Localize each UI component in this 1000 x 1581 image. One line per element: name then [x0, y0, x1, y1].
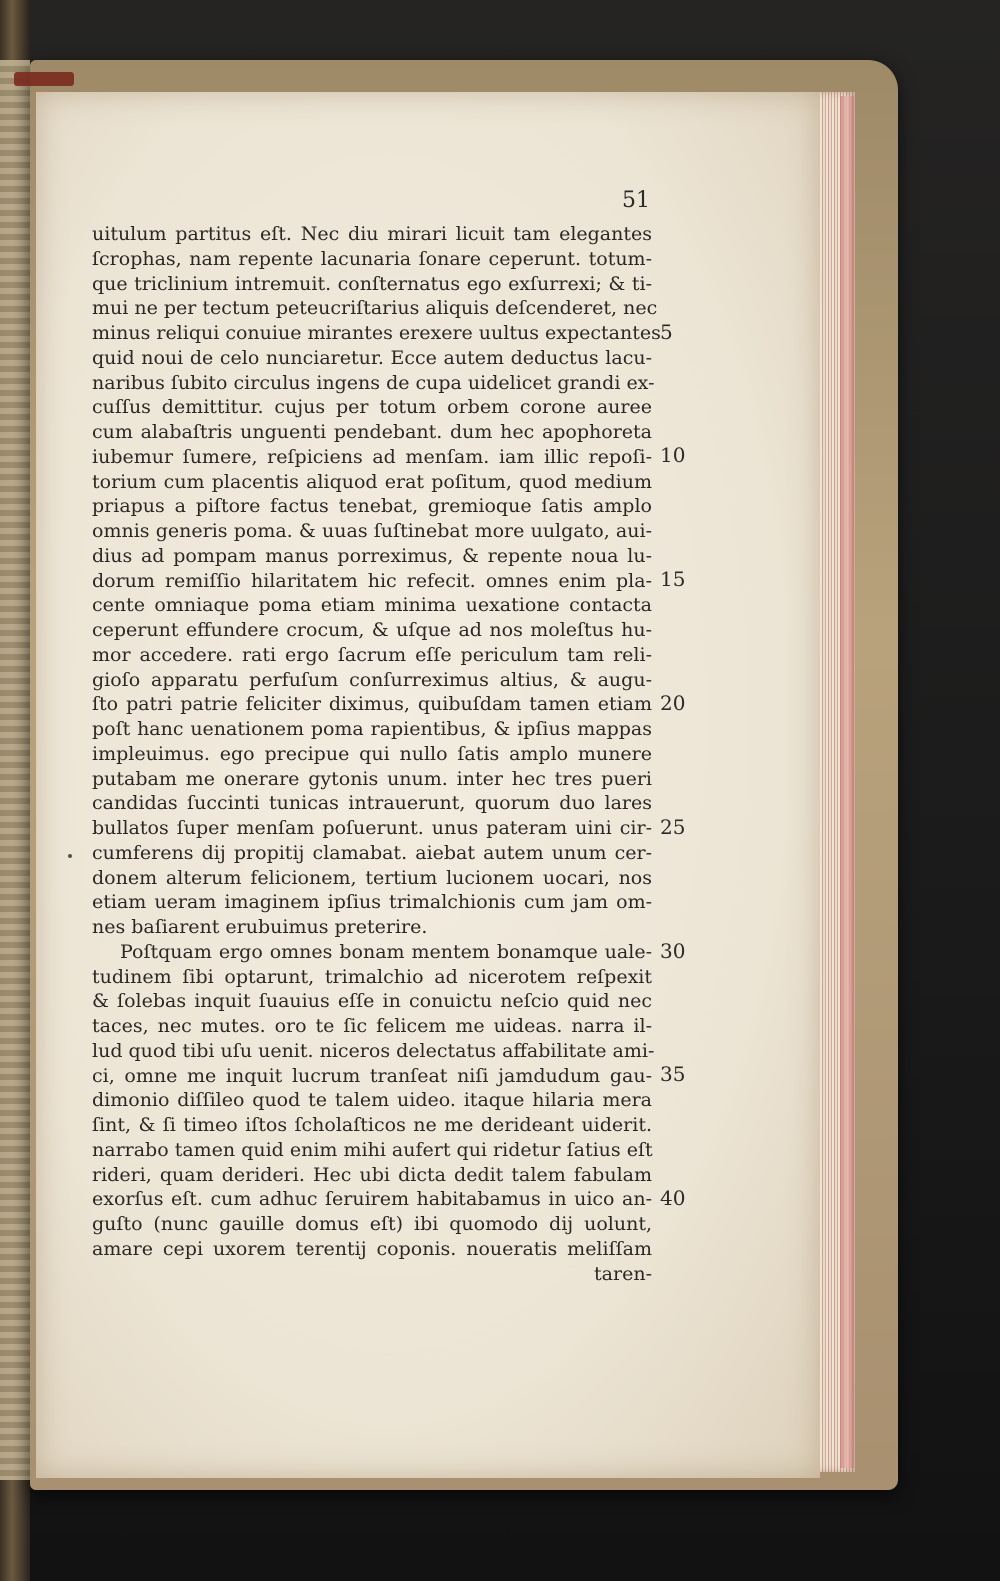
- text-line: cuſſus demittitur. cujus per totum orbem corone auree: [92, 396, 652, 419]
- text-line: cente omniaque poma etiam minima uexatione contacta: [92, 594, 652, 617]
- text-line: dimonio diſſileo quod te talem uideo. itaque hilaria mera: [92, 1089, 652, 1112]
- catchword: taren-: [594, 1262, 652, 1285]
- text-line: quid noui de celo nunciaretur. Ecce autem deductus lacu-: [92, 346, 652, 369]
- text-line: nes baſiarent erubuimus preterire.: [92, 916, 428, 938]
- text-line: rideri, quam derideri. Hec ubi dicta dedit talem fabulam: [92, 1163, 652, 1186]
- line-number: 35: [660, 1062, 686, 1086]
- text-line: que triclinium intremuit. conſternatus ego exſurrexi; & ti-: [92, 272, 652, 295]
- text-line: dius ad pompam manus porreximus, & repente noua lu-: [92, 544, 652, 567]
- text-line: dorum remiſſio hilaritatem hic refecit. omnes enim pla-: [92, 569, 652, 592]
- page-number: 51: [622, 188, 650, 213]
- text-line: lud quod tibi uſu uenit. niceros delectatus affabilitate ami-: [92, 1039, 655, 1062]
- text-line: mui ne per tectum peteucriſtarius aliquis deſcenderet, nec: [92, 297, 658, 320]
- line-number: 15: [660, 567, 686, 591]
- text-line: bullatos ſuper menſam poſuerunt. unus pateram uini cir-: [92, 817, 652, 839]
- ink-dot: [68, 854, 72, 858]
- text-line: ci, omne me inquit lucrum tranſeat niſi jamdudum gau-: [92, 1064, 652, 1087]
- line-number: 5: [660, 320, 673, 344]
- text-line: ſint, & ſi timeo iſtos ſcholaſticos ne me derideant uiderit.: [92, 1114, 652, 1136]
- line-number: 40: [660, 1186, 686, 1210]
- text-line: tudinem ſibi optarunt, trimalchio ad nicerotem reſpexit: [92, 965, 652, 988]
- text-line: narrabo tamen quid enim mihi aufert qui ridetur ſatius eſt: [92, 1138, 653, 1161]
- line-number: 25: [660, 815, 686, 839]
- text-line: omnis generis poma. & uuas ſuſtinebat more uulgato, aui-: [92, 520, 652, 542]
- text-line: ceperunt effundere crocum, & uſque ad nos moleſtus hu-: [92, 619, 652, 641]
- text-block: [92, 222, 661, 1286]
- line-number: 30: [660, 939, 686, 963]
- line-number: 20: [660, 691, 686, 715]
- text-line: donem alterum felicionem, tertium lucionem uocari, nos: [92, 866, 652, 889]
- text-line: etiam ueram imaginem ipſius trimalchionis cum jam om-: [92, 891, 652, 914]
- text-line: exorſus eſt. cum adhuc ſeruirem habitabamus in uico an-: [92, 1188, 652, 1211]
- text-line: uitulum partitus eſt. Nec diu mirari licuit tam elegantes: [92, 223, 652, 245]
- text-line: ſcrophas, nam repente lacunaria ſonare ceperunt. totum-: [92, 247, 652, 270]
- text-line: taces, nec mutes. oro te ſic felicem me uideas. narra il-: [92, 1015, 652, 1037]
- text-line: ſto patri patrie feliciter diximus, quibuſdam tamen etiam: [92, 693, 652, 716]
- text-line: amare cepi uxorem terentij coponis. noueratis meliſſam: [92, 1237, 652, 1260]
- spine-label: [14, 72, 74, 86]
- text-line: mor accedere. rati ergo ſacrum eſſe periculum tam reli-: [92, 643, 652, 666]
- text-line: gioſo apparatu perfuſum conſurreximus altius, & augu-: [92, 668, 652, 691]
- text-line: cumferens dij propitij clamabat. aiebat autem unum cer-: [92, 841, 652, 864]
- text-line: putabam me onerare gytonis unum. inter hec tres pueri: [92, 767, 652, 790]
- text-line: naribus ſubito circulus ingens de cupa uidelicet grandi ex-: [92, 371, 655, 394]
- text-line: guſto (nunc gauille domus eſt) ibi quomodo dij uolunt,: [92, 1213, 652, 1235]
- text-line: minus reliqui conuiue mirantes erexere uultus expectantes: [92, 322, 661, 344]
- text-line: poſt hanc uenationem poma rapientibus, & ipſius mappas: [92, 718, 652, 740]
- text-line: cum alabaſtris unguenti pendebant. dum hec apophoreta: [92, 421, 652, 443]
- line-number: 10: [660, 443, 686, 467]
- left-page-stack: [0, 60, 30, 1480]
- text-line: candidas ſuccinti tunicas intrauerunt, quorum duo lares: [92, 792, 652, 815]
- text-line: torium cum placentis aliquod erat poſitum, quod medium: [92, 470, 652, 493]
- red-edge-stain: [840, 96, 854, 1468]
- text-line: Poſtquam ergo omnes bonam mentem bonamque uale-: [120, 940, 652, 963]
- text-line: & ſolebas inquit ſuauius eſſe in conuictu neſcio quid nec: [92, 990, 652, 1013]
- text-line: iubemur ſumere, reſpiciens ad menſam. iam illic repoſi-: [92, 445, 652, 468]
- text-line: impleuimus. ego precipue qui nullo ſatis amplo munere: [92, 742, 652, 765]
- text-line: priapus a piſtore factus tenebat, gremioque ſatis amplo: [92, 495, 652, 518]
